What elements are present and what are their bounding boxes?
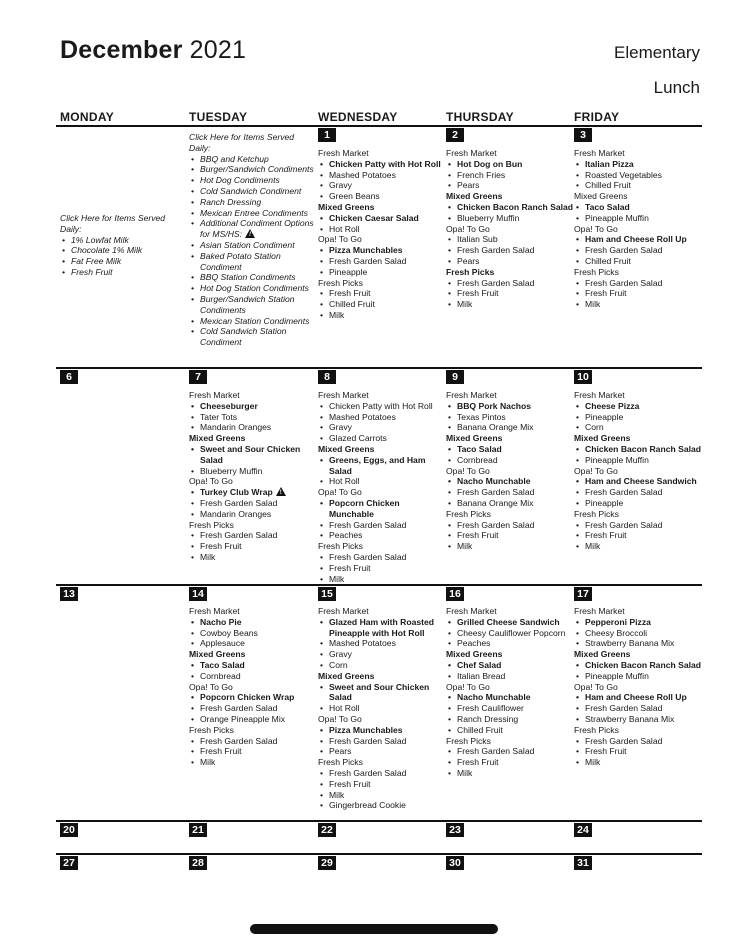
list-item: • Milk [574,299,702,310]
daily-items-link[interactable]: Click Here for Items Served Daily: [189,132,295,153]
list-item: • French Fries [446,170,574,181]
daily-items-link[interactable]: Click Here for Items Served Daily: [60,213,166,234]
date-badge: 6 [60,370,78,384]
list-item: • Asian Station Condiment [189,240,317,251]
list-item: • Hot Roll [318,224,446,235]
date-badge: 22 [318,823,336,837]
date-badge: 23 [446,823,464,837]
list-item: • Gravy [318,180,446,191]
list-item: • 1% Lowfat Milk [60,235,185,246]
daily-items-monday [60,213,185,278]
list-item: • Fresh Garden Salad [446,520,574,531]
list-item: • Ham and Cheese Roll Up [574,692,702,703]
list-item: • Cornbread [446,455,574,466]
section-heading: Opa! To Go [189,681,233,692]
list-item: • Pizza Munchables [318,725,446,736]
meal-type: Lunch [653,78,700,97]
section-heading: Fresh Picks [574,266,619,277]
list-item: • Fresh Garden Salad [318,552,446,563]
day-header-tuesday: TUESDAY [189,110,248,124]
list-item: • Fresh Garden Salad [446,746,574,757]
list-item: • Milk [318,790,446,801]
list-item: • Glazed Carrots [318,433,446,444]
list-item: • Orange Pineapple Mix [189,714,317,725]
list-item: • Cheese Pizza [574,401,702,412]
list-item: • Cornbread [189,671,317,682]
list-item: • Chilled Fruit [446,725,574,736]
list-item: • Tater Tots [189,412,317,423]
section-heading: Mixed Greens [574,191,628,202]
section-heading: Fresh Picks [318,541,363,552]
list-item: • Roasted Vegetables [574,170,702,181]
list-item: • Fresh Garden Salad [318,768,446,779]
date-badge: 10 [574,370,592,384]
date-badge: 21 [189,823,207,837]
week-divider [56,853,702,855]
list-item: • Cheesy Cauliflower Popcorn [446,628,574,639]
list-item: • Mexican Entree Condiments [189,208,317,219]
list-item: • Fresh Garden Salad [574,245,702,256]
section-heading: Mixed Greens [446,191,503,202]
day-menu-tue-14 [189,606,317,768]
list-item: • Fresh Fruit [318,563,446,574]
list-item: • Strawberry Banana Mix [574,714,702,725]
list-item: • Pears [446,180,574,191]
list-item: • Milk [446,299,574,310]
list-item: • Pineapple Muffin [574,213,702,224]
section-heading: Fresh Market [189,606,240,616]
list-item: • BBQ Station Condiments [189,272,317,283]
section-heading: Opa! To Go [189,476,233,487]
day-menu-wed-1 [318,148,446,321]
day-menu-wed-8 [318,390,446,584]
list-item: • Mashed Potatoes [318,638,446,649]
day-menu-fri-3 [574,148,702,310]
section-heading: Fresh Picks [318,757,363,768]
list-item: • Ham and Cheese Sandwich [574,476,702,487]
list-item: • Pepperoni Pizza [574,617,702,628]
date-badge: 3 [574,128,592,142]
list-item [189,487,317,498]
list-item: • Fresh Garden Salad [574,703,702,714]
date-badge: 8 [318,370,336,384]
list-item: • Fresh Garden Salad [446,278,574,289]
list-item: • Fresh Fruit [318,288,446,299]
list-item: • Taco Salad [189,660,317,671]
section-heading: Mixed Greens [189,433,246,444]
list-item: • Fresh Fruit [574,746,702,757]
list-item: • Fresh Garden Salad [318,256,446,267]
list-item: • Taco Salad [574,202,702,213]
week-divider [56,125,702,127]
section-heading: Fresh Picks [318,277,363,288]
warning-icon [245,229,255,238]
list-item: • Hot Roll [318,703,446,714]
list-item: • Banana Orange Mix [446,422,574,433]
list-item: • Fresh Fruit [189,746,317,757]
list-item: • Cold Sandwich Station Condiment [189,326,317,348]
list-item: • Gingerbread Cookie [318,800,446,811]
section-heading: Fresh Market [446,606,497,616]
list-item: • Fresh Garden Salad [189,703,317,714]
list-item: • Italian Bread [446,671,574,682]
list-item: • Corn [574,422,702,433]
list-item: • Peaches [446,638,574,649]
list-item: • Chef Salad [446,660,574,671]
date-badge: 17 [574,587,592,601]
list-item: • Fresh Fruit [446,530,574,541]
list-item: • Chicken Patty with Hot Roll [318,159,446,170]
list-item: • Nacho Munchable [446,476,574,487]
list-item: • Mashed Potatoes [318,170,446,181]
list-item: • Fresh Fruit [446,288,574,299]
list-item: • Hot Roll [318,476,446,487]
list-item: • Chicken Bacon Ranch Salad [574,444,702,455]
list-item: • Fresh Fruit [189,541,317,552]
list-item: • Milk [574,541,702,552]
list-item: • Hot Dog on Bun [446,159,574,170]
list-item: • Fresh Garden Salad [446,245,574,256]
list-item: • Banana Orange Mix [446,498,574,509]
list-item [189,218,317,240]
list-item: • Fresh Garden Salad [189,736,317,747]
list-item: • Burger/Sandwich Station Condiments [189,294,317,316]
list-item: • Fresh Garden Salad [574,520,702,531]
daily-items-tuesday [189,132,317,348]
day-header-wednesday: WEDNESDAY [318,110,398,124]
section-heading: Fresh Market [574,390,625,400]
list-item: • Chilled Fruit [574,180,702,191]
title-year: 2021 [189,36,247,64]
list-item: • Pineapple [574,412,702,423]
list-item: • Pineapple [574,498,702,509]
day-menu-fri-17 [574,606,702,768]
section-heading: Fresh Market [318,606,369,616]
section-heading: Mixed Greens [318,670,375,681]
list-item: • Fresh Garden Salad [446,487,574,498]
list-item: • Fat Free Milk [60,256,185,267]
section-heading: Mixed Greens [574,649,631,660]
date-badge: 20 [60,823,78,837]
list-item: • Fresh Fruit [60,267,185,278]
list-item: • Italian Sub [446,234,574,245]
day-header-friday: FRIDAY [574,110,620,124]
section-heading: Fresh Picks [574,508,619,519]
list-item: • Chicken Bacon Ranch Salad [574,660,702,671]
list-item: • Hot Dog Condiments [189,175,317,186]
list-item: • Fresh Garden Salad [189,530,317,541]
list-item: • Pears [446,256,574,267]
list-item: • Fresh Fruit [574,530,702,541]
page-title [60,36,246,65]
list-item: • Mandarin Oranges [189,422,317,433]
day-header-thursday: THURSDAY [446,110,514,124]
day-menu-wed-15 [318,606,446,811]
list-item: • Cheeseburger [189,401,317,412]
section-heading: Fresh Market [574,148,625,158]
list-item: • Glazed Ham with Roasted Pineapple with Hot Roll [318,617,446,639]
list-item: • Italian Pizza [574,159,702,170]
list-item: • Cheesy Broccoli [574,628,702,639]
section-heading: Opa! To Go [446,465,490,476]
section-heading: Opa! To Go [446,223,490,234]
list-item-text: Turkey Club Wrap [200,487,273,498]
list-item: • Cold Sandwich Condiment [189,186,317,197]
list-item: • Fresh Garden Salad [318,736,446,747]
list-item: • Pineapple Muffin [574,455,702,466]
week-divider [56,820,702,822]
section-heading: Fresh Market [446,390,497,400]
date-badge: 27 [60,856,78,870]
date-badge: 31 [574,856,592,870]
week-divider [56,367,702,369]
date-badge: 28 [189,856,207,870]
section-heading: Mixed Greens [446,649,503,660]
section-heading: Fresh Market [318,148,369,158]
list-item: • Ranch Dressing [189,197,317,208]
list-item: • Chilled Fruit [574,256,702,267]
list-item: • Gravy [318,422,446,433]
section-heading: Opa! To Go [574,681,618,692]
list-item: • Fresh Garden Salad [574,487,702,498]
date-badge: 16 [446,587,464,601]
list-item: • Fresh Garden Salad [574,736,702,747]
list-item: • Popcorn Chicken Wrap [189,692,317,703]
list-item: • Chilled Fruit [318,299,446,310]
list-item: • Milk [446,541,574,552]
section-heading: Fresh Market [189,390,240,400]
scroll-indicator[interactable] [250,924,498,934]
section-heading: Opa! To Go [318,713,362,724]
section-heading: Opa! To Go [318,234,362,245]
list-item: • Fresh Garden Salad [318,520,446,531]
list-item: • Fresh Garden Salad [574,278,702,289]
date-badge: 13 [60,587,78,601]
day-menu-tue-7 [189,390,317,563]
list-item: • Gravy [318,649,446,660]
section-heading: Mixed Greens [446,433,503,444]
section-heading: Mixed Greens [318,443,375,454]
list-item: • Corn [318,660,446,671]
section-heading: Mixed Greens [318,201,375,212]
list-item: • BBQ and Ketchup [189,154,317,165]
list-item: • Green Beans [318,191,446,202]
date-badge: 9 [446,370,464,384]
list-item: • Grilled Cheese Sandwich [446,617,574,628]
day-menu-thu-2 [446,148,574,310]
list-item: • BBQ Pork Nachos [446,401,574,412]
list-item: • Cowboy Beans [189,628,317,639]
list-item: • Popcorn Chicken Munchable [318,498,446,520]
list-item: • Chicken Bacon Ranch Salad [446,202,574,213]
section-heading: Fresh Picks [574,724,619,735]
list-item: • Blueberry Muffin [446,213,574,224]
date-badge: 14 [189,587,207,601]
list-item: • Ham and Cheese Roll Up [574,234,702,245]
date-badge: 30 [446,856,464,870]
list-item: • Peaches [318,530,446,541]
section-heading: Opa! To Go [318,487,362,498]
date-badge: 1 [318,128,336,142]
section-heading: Fresh Market [574,606,625,616]
list-item: • Milk [189,757,317,768]
list-item: • Hot Dog Station Condiments [189,283,317,294]
day-menu-fri-10 [574,390,702,552]
date-badge: 7 [189,370,207,384]
list-item: • Nacho Pie [189,617,317,628]
section-heading: Fresh Picks [189,724,234,735]
list-item: • Mandarin Oranges [189,509,317,520]
section-heading: Fresh Market [318,390,369,400]
section-heading: Fresh Picks [189,519,234,530]
date-badge: 24 [574,823,592,837]
list-item: • Fresh Fruit [574,288,702,299]
list-item: • Ranch Dressing [446,714,574,725]
list-item: • Fresh Cauliflower [446,703,574,714]
list-item: • Strawberry Banana Mix [574,638,702,649]
warning-icon [276,487,286,496]
section-heading: Mixed Greens [574,433,631,444]
list-item: • Fresh Fruit [318,779,446,790]
list-item: • Milk [446,768,574,779]
list-item: • Fresh Garden Salad [189,498,317,509]
day-menu-thu-9 [446,390,574,552]
date-badge: 15 [318,587,336,601]
section-heading: Opa! To Go [446,681,490,692]
list-item: • Mashed Potatoes [318,412,446,423]
list-item: • Greens, Eggs, and Ham Salad [318,455,446,477]
title-month: December [60,36,183,64]
date-badge: 29 [318,856,336,870]
list-item: • Fresh Fruit [446,757,574,768]
list-item: • Mexican Station Condiments [189,316,317,327]
section-heading: Fresh Picks [446,735,491,746]
school-level: Elementary [614,43,700,62]
section-heading: Opa! To Go [574,223,618,234]
list-item: • Baked Potato Station Condiment [189,251,317,273]
list-item: • Chicken Caesar Salad [318,213,446,224]
list-item: • Milk [318,574,446,585]
section-heading: Mixed Greens [189,649,246,660]
list-item-text: Additional Condiment Options for MS/HS: [200,218,314,240]
list-item: • Milk [318,310,446,321]
list-item: • Milk [574,757,702,768]
list-item: • Milk [189,552,317,563]
section-heading: Fresh Picks [446,508,491,519]
list-item: • Sweet and Sour Chicken Salad [318,682,446,704]
list-item: • Burger/Sandwich Condiments [189,164,317,175]
list-item: • Pizza Munchables [318,245,446,256]
list-item: • Blueberry Muffin [189,466,317,477]
list-item: • Pears [318,746,446,757]
list-item: • Sweet and Sour Chicken Salad [189,444,317,466]
list-item: • Pineapple [318,267,446,278]
date-badge: 2 [446,128,464,142]
list-item: • Nacho Munchable [446,692,574,703]
list-item: • Chicken Patty with Hot Roll [318,401,446,412]
list-item: • Texas Pintos [446,412,574,423]
list-item: • Taco Salad [446,444,574,455]
day-header-monday: MONDAY [60,110,115,124]
section-heading: Opa! To Go [574,465,618,476]
list-item: • Applesauce [189,638,317,649]
section-heading: Fresh Picks [446,266,495,277]
day-menu-thu-16 [446,606,574,779]
list-item: • Chocolate 1% Milk [60,245,185,256]
section-heading: Fresh Market [446,148,497,158]
list-item: • Pineapple Muffin [574,671,702,682]
